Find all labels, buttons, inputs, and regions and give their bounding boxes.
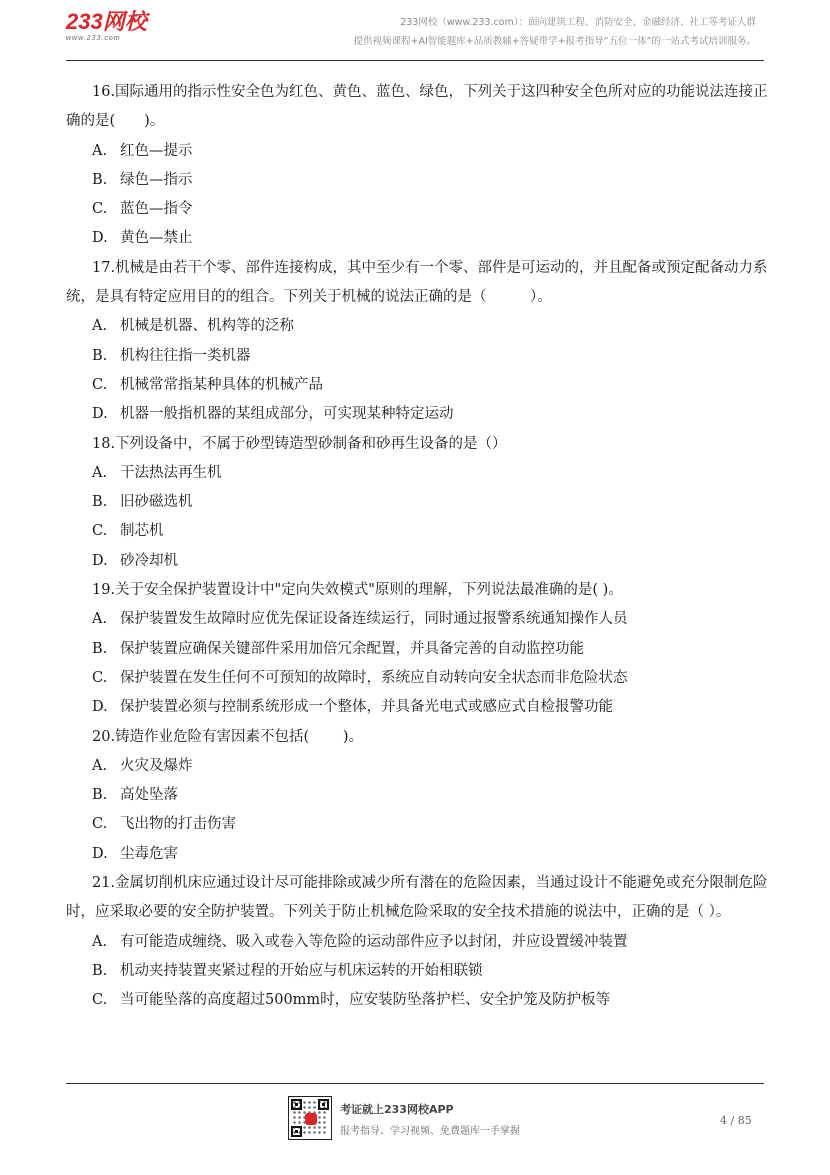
answer-option[interactable] [66,605,770,634]
page-number: 4 / 85 [720,1114,752,1127]
answer-option[interactable] [66,459,770,488]
option-text: 砂冷却机 [120,552,178,569]
option-text: 机器一般指机器的某组成部分，可实现某种特定运动 [120,406,454,423]
option-text: 机构往往指一类机器 [120,347,251,364]
option-text: 有可能造成缠绕、吸入或卷入等危险的运动部件应予以封闭，并应设置缓冲装置 [120,933,628,950]
option-letter: C. [92,669,108,686]
question-block [66,430,770,576]
option-letter: D. [92,845,108,862]
option-letter: A. [92,611,108,628]
answer-option[interactable] [66,371,770,400]
option-text: 机动夹持装置夹紧过程的开始应与机床运转的开始相联锁 [120,962,483,979]
header-line-2: 提供视频课程+AI智能题库+品质教辅+答疑带学+报考指导“五位一体”的一站式考试培训服务。 [353,36,756,47]
logo-url: www.233.com [66,35,121,42]
answer-option[interactable] [66,781,770,810]
option-letter: C. [92,816,108,833]
answer-option[interactable] [66,312,770,341]
answer-option[interactable] [66,488,770,517]
option-letter: D. [92,406,108,423]
question-stem: 17.机械是由若干个零、部件连接构成，其中至少有一个零、部件是可运动的，并且配备或预定配备动力系统，是具有特定应用目的的组合。下列关于机械的说法正确的是（ ）。 [66,259,768,306]
answer-option[interactable] [66,693,770,722]
option-text: 制芯机 [120,523,164,540]
option-letter: A. [92,464,108,481]
option-text: 黄色—禁止 [120,230,193,247]
question-stem: 16.国际通用的指示性安全色为红色、黄色、蓝色、绿色，下列关于这四种安全色所对应的功能说法连接正确的是( )。 [66,84,768,130]
option-text: 保护装置在发生任何不可预知的故障时，系统应自动转向安全状态而非危险状态 [120,669,628,686]
answer-option[interactable] [66,166,770,195]
question-stem: 18.下列设备中，不属于砂型铸造型砂制备和砂再生设备的是（） [92,435,507,452]
option-text: 蓝色—指令 [120,201,193,218]
question-stem: 19.关于安全保护装置设计中"定向失效模式"原则的理解，下列说法最准确的是( )。 [92,582,623,599]
option-letter: A. [92,318,108,335]
option-text: 保护装置必须与控制系统形成一个整体，并具备光电式或感应式自检报警功能 [120,699,613,716]
option-letter: B. [92,640,108,657]
question-block [66,869,770,1015]
app-promo-subtitle: 报考指导、学习视频、免费题库一手掌握 [340,1126,520,1137]
option-text: 高处坠落 [120,787,178,804]
option-letter: A. [92,933,108,950]
answer-option[interactable] [66,810,770,839]
header-line-1: 233网校（www.233.com）：面向建筑工程、消防安全、金融经济、社工等考证人群 [400,17,756,28]
option-letter: A. [92,757,108,774]
answer-option[interactable] [66,342,770,371]
answer-option[interactable] [66,195,770,224]
option-text: 干法热法再生机 [120,464,222,481]
qr-code-icon[interactable] [288,1096,332,1140]
option-letter: B. [92,171,108,188]
question-block [66,723,770,869]
option-text: 红色—提示 [120,142,193,159]
option-text: 绿色—指示 [120,171,193,188]
option-letter: C. [92,523,108,540]
question-stem: 20.铸造作业危险有害因素不包括( )。 [92,728,363,745]
option-text: 机械是机器、机构等的泛称 [120,318,294,335]
option-text: 当可能坠落的高度超过500mm时，应安装防坠落护栏、安全护笼及防护板等 [120,992,611,1009]
question-stem: 21.金属切削机床应通过设计尽可能排除或减少所有潜在的危险因素，当通过设计不能避免或充分限制危险时，应采取必要的安全防护装置。下列关于防止机械危险采取的安全技术措施的说法中，正确的是（ ）。 [66,875,768,921]
option-letter: D. [92,230,108,247]
option-text: 机械常常指某种具体的机械产品 [120,376,323,393]
answer-option[interactable] [66,224,770,253]
footer-divider [66,1083,764,1084]
answer-option[interactable] [66,752,770,781]
option-text: 旧砂磁选机 [120,494,193,511]
option-text: 尘毒危害 [120,845,178,862]
option-text: 保护装置应确保关键部件采用加倍冗余配置，并具备完善的自动监控功能 [120,640,584,657]
option-letter: B. [92,787,108,804]
answer-option[interactable] [66,957,770,986]
option-letter: C. [92,376,108,393]
answer-option[interactable] [66,986,770,1015]
header-divider [66,60,764,61]
header-description [256,13,756,51]
option-text: 飞出物的打击伤害 [120,816,236,833]
question-list [66,78,770,1016]
brand-logo[interactable] [66,10,162,44]
logo-text: 233网校 [66,9,147,34]
answer-option[interactable] [66,635,770,664]
answer-option[interactable] [66,400,770,429]
app-promo-title: 考证就上233网校APP [340,1103,454,1116]
option-text: 火灾及爆炸 [120,757,193,774]
answer-option[interactable] [66,664,770,693]
option-letter: A. [92,142,108,159]
answer-option[interactable] [66,928,770,957]
answer-option[interactable] [66,840,770,869]
option-letter: D. [92,699,108,716]
question-block [66,254,770,430]
option-letter: C. [92,201,108,218]
option-text: 保护装置发生故障时应优先保证设备连续运行，同时通过报警系统通知操作人员 [120,611,628,628]
option-letter: B. [92,494,108,511]
answer-option[interactable] [66,137,770,166]
question-block [66,576,770,722]
answer-option[interactable] [66,547,770,576]
answer-option[interactable] [66,517,770,546]
option-letter: B. [92,347,108,364]
page-header [0,0,830,60]
option-letter: C. [92,992,108,1009]
option-letter: B. [92,962,108,979]
question-block [66,78,770,254]
option-letter: D. [92,552,108,569]
